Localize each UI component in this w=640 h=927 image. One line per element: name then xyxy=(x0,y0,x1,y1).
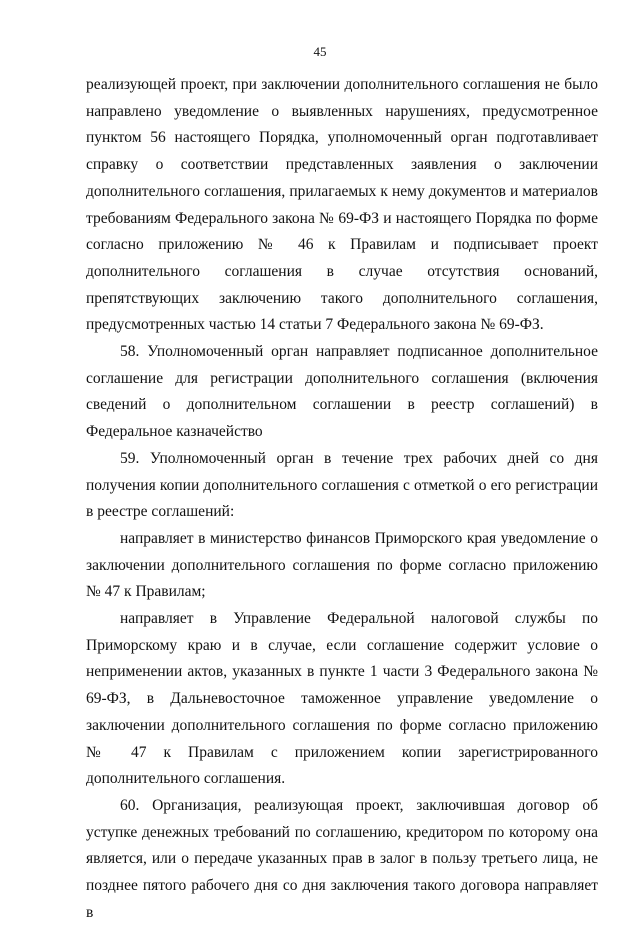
paragraph-59: 59. Уполномоченный орган в течение трех рабочих дней со дня получения копии дополнительного соглашения с отметкой о его регистрации в реестре соглашений: xyxy=(86,449,598,521)
paragraph-60: 60. Организация, реализующая проект, заключившая договор об уступке денежных требований по соглашению, кредитором по которому она является, или о передаче указанных прав в залог в пользу третьего лица, не позднее пятого рабочего дня со дня заключения такого договора направляет в xyxy=(86,796,598,921)
paragraph-59-item-ministry: направляет в министерство финансов Приморского края уведомление о заключении дополнительного соглашения по форме согласно приложению № 47 к Правилам; xyxy=(86,529,598,601)
paragraph-59-item-tax-service: направляет в Управление Федеральной налоговой службы по Приморскому краю и в случае, если соглашение содержит условие о неприменении актов, указанных в пункте 1 части 3 Федерального закона № 69-ФЗ, в Дальневосточное таможенное управление уведомление о заключении дополнительного соглашения по форме согласно приложению № 47 к Правилам с приложением копии зарегистрированного дополнительного соглашения. xyxy=(86,610,598,788)
page-number: 45 xyxy=(313,44,327,59)
document-body xyxy=(86,72,598,927)
paragraph-continuation: реализующей проект, при заключении дополнительного соглашения не было направлено уведомление о выявленных нарушениях, предусмотренное пунктом 56 настоящего Порядка, уполномоченный орган подготавливает справку о соответствии представленных заявления о заключении дополнительного соглашения, прилагаемых к нему документов и материалов требованиям Федерального закона № 69-ФЗ и настоящего Порядка по форме согласно приложению № 46 к Правилам и подписывает проект дополнительного соглашения в случае отсутствия оснований, препятствующих заключению такого дополнительного соглашения, предусмотренных частью 14 статьи 7 Федерального закона № 69-ФЗ. xyxy=(86,76,598,334)
paragraph-58: 58. Уполномоченный орган направляет подписанное дополнительное соглашение для регистрации дополнительного соглашения (включения сведений о дополнительном соглашении в реестр соглашений) в Федеральное казначейство xyxy=(86,343,598,441)
